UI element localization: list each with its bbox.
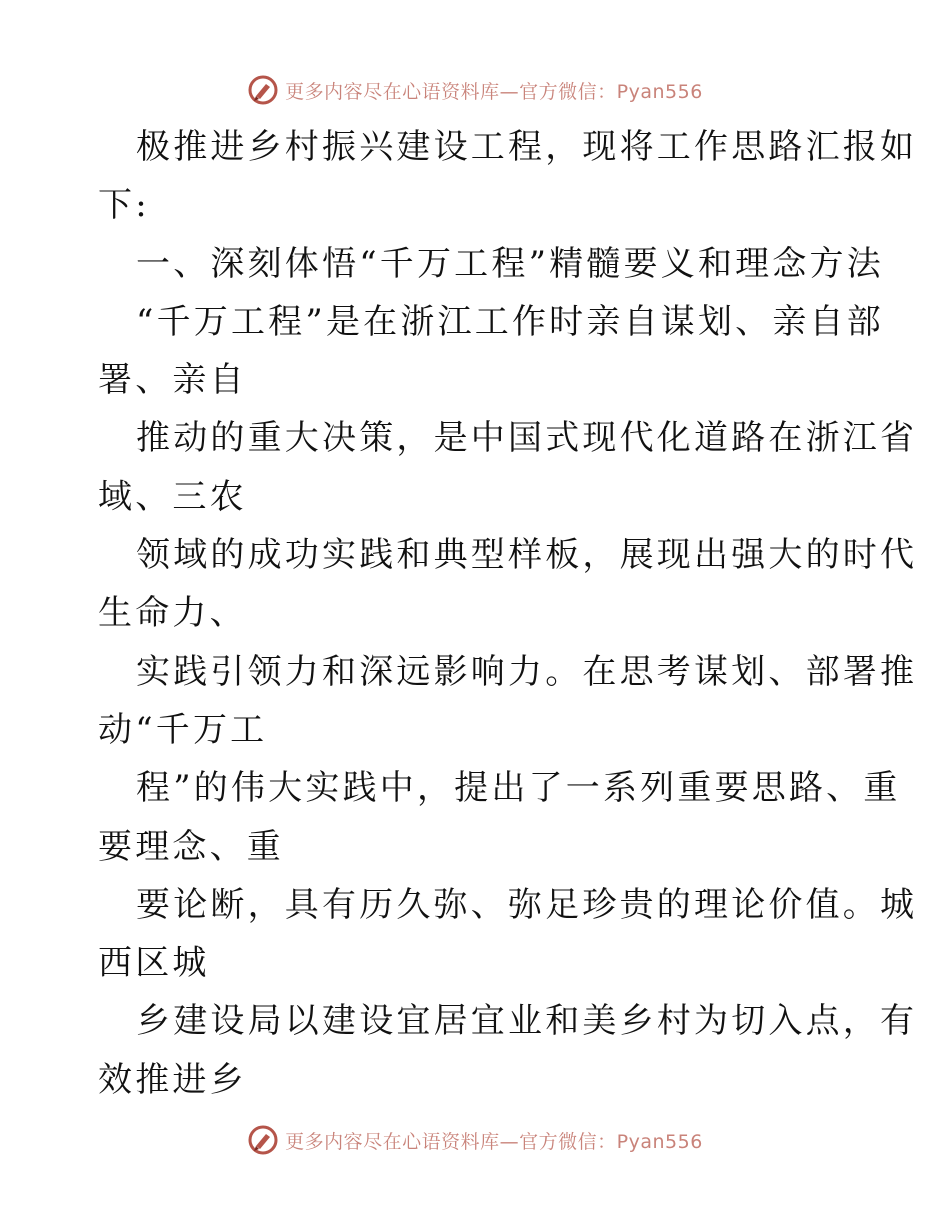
text-line: 下: bbox=[98, 185, 150, 226]
text-line: 实践引领力和深远影响力。在思考谋划、部署推 bbox=[136, 651, 918, 692]
watermark-text: 更多内容尽在心语资料库—官方微信：Pyan556 bbox=[285, 1130, 703, 1153]
text-line: 要论断，具有历久弥、弥足珍贵的理论价值。城 bbox=[136, 884, 918, 925]
text-line: 效推进乡 bbox=[98, 1059, 247, 1100]
watermark-text: 更多内容尽在心语资料库—官方微信：Pyan556 bbox=[285, 80, 703, 103]
header-watermark bbox=[0, 70, 950, 110]
pen-circle-logo-icon bbox=[247, 74, 279, 106]
text-line: 推动的重大决策，是中国式现代化道路在浙江省 bbox=[136, 418, 918, 459]
text-line: 生命力、 bbox=[98, 593, 247, 634]
text-line: 极推进乡村振兴建设工程，现将工作思路汇报如 bbox=[136, 127, 918, 167]
text-line: 动“千万工 bbox=[98, 709, 268, 750]
text-line: 署、亲自 bbox=[98, 360, 247, 401]
text-line: “千万工程”是在浙江工作时亲自谋划、亲自部 bbox=[136, 301, 884, 342]
pen-circle-logo-icon bbox=[247, 1124, 279, 1156]
text-line: 西区城 bbox=[98, 943, 210, 984]
document-body bbox=[98, 118, 918, 1109]
text-line: 乡建设局以建设宜居宜业和美乡村为切入点，有 bbox=[136, 1001, 918, 1042]
text-line: 要理念、重 bbox=[98, 826, 284, 867]
text-line: 一、深刻体悟“千万工程”精髓要义和理念方法 bbox=[136, 243, 884, 284]
text-line: 域、三农 bbox=[98, 476, 247, 517]
footer-watermark bbox=[0, 1120, 950, 1160]
text-line: 程”的伟大实践中，提出了一系列重要思路、重 bbox=[136, 768, 901, 809]
text-line: 领域的成功实践和典型样板，展现出强大的时代 bbox=[136, 535, 918, 576]
